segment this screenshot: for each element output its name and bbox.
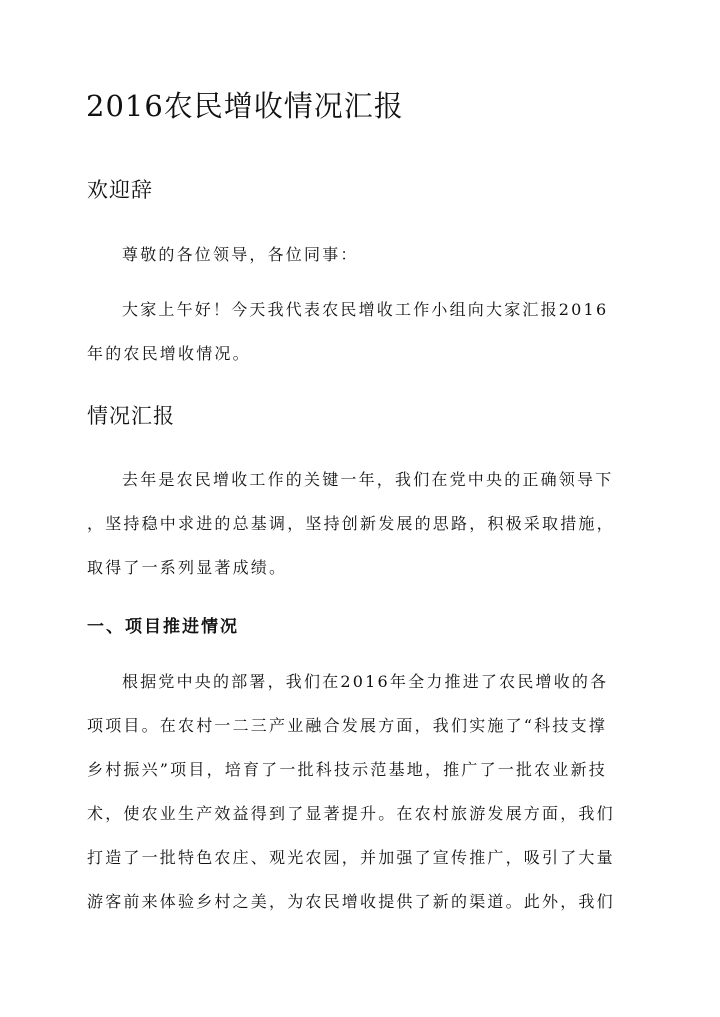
report-line-3: 取得了一系列显著成绩。 xyxy=(87,558,288,577)
welcome-line-3: 年的农民增收情况。 xyxy=(87,344,251,363)
project-line-6: 游客前来体验乡村之美，为农民增收提供了新的渠道。此外，我们 xyxy=(87,892,615,911)
project-line-3: 乡村振兴”项目，培育了一批科技示范基地，推广了一批农业新技 xyxy=(87,760,607,779)
project-line-2: 项项目。在农村一二三产业融合发展方面，我们实施了“科技支撑 xyxy=(87,716,607,735)
project-line-1: 根据党中央的部署，我们在2016年全力推进了农民增收的各 xyxy=(122,672,609,691)
welcome-heading: 欢迎辞 xyxy=(87,178,153,202)
welcome-line-2: 大家上午好！今天我代表农民增收工作小组向大家汇报2016 xyxy=(122,300,609,319)
report-line-2: ，坚持稳中求进的总基调，坚持创新发展的思路，积极采取措施， xyxy=(87,514,615,533)
project-line-4: 术，使农业生产效益得到了显著提升。在农村旅游发展方面，我们 xyxy=(87,804,615,823)
project-heading: 一、项目推进情况 xyxy=(87,617,239,637)
project-line-5: 打造了一批特色农庄、观光农园，并加强了宣传推广，吸引了大量 xyxy=(87,848,615,867)
report-heading: 情况汇报 xyxy=(87,404,175,428)
document-title: 2016农民增收情况汇报 xyxy=(86,89,404,123)
welcome-line-1: 尊敬的各位领导，各位同事： xyxy=(122,245,359,264)
report-line-1: 去年是农民增收工作的关键一年，我们在党中央的正确领导下 xyxy=(122,470,614,489)
